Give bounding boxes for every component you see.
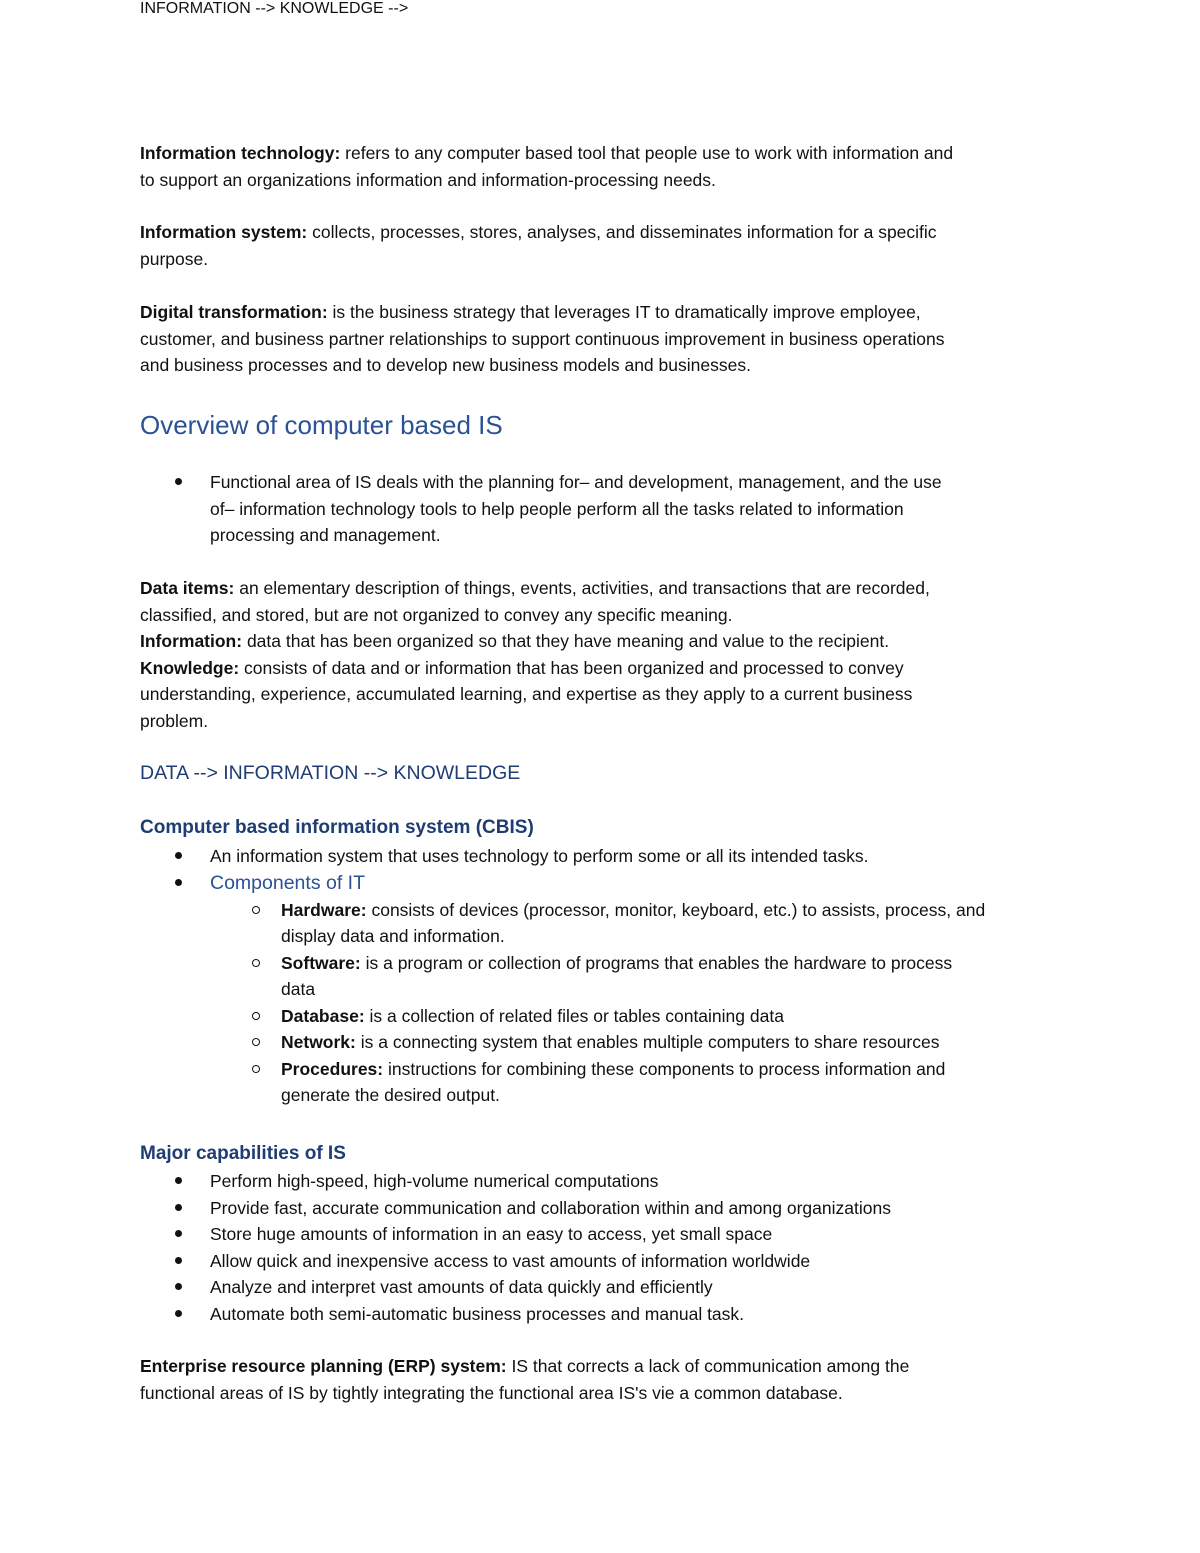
list-item: An information system that uses technology to perform some or all its intended tasks. xyxy=(140,843,1070,870)
capabilities-list xyxy=(140,1168,1070,1327)
cbis-list xyxy=(140,843,1070,1109)
list-item: Analyze and interpret vast amounts of data quickly and efficiently xyxy=(140,1274,1070,1301)
circle-bullet-icon xyxy=(252,906,260,914)
dik-definitions: Data items: an elementary description of things, events, activities, and transactions that are recorded, classified, and stored, but are not organized to convey any specific meaning. Information: data that has been organized so that they have meaning and value to the recipient. Knowledge: consists of data and or information that has been organized and processed to convey understanding, experience, accumulated learning, and expertise as they apply to a current business problem. xyxy=(140,578,930,731)
term: Information technology: xyxy=(140,143,341,163)
list-item: Store huge amounts of information in an easy to access, yet small space xyxy=(140,1221,1070,1248)
definition-information-technology: Information technology: refers to any computer based tool that people use to work with information and to support an organizations information and information-processing needs. xyxy=(140,143,954,190)
bullet-icon xyxy=(175,1204,182,1211)
circle-bullet-icon xyxy=(252,1065,260,1073)
definition-digital-transformation: Digital transformation: is the business strategy that leverages IT to dramatically improve employee, customer, and business partner relationships to support continuous improvement in business operations and business processes and to develop new business models and businesses. xyxy=(140,302,945,375)
term: Data items: xyxy=(140,578,235,598)
list-item: Allow quick and inexpensive access to vast amounts of information worldwide xyxy=(140,1248,1070,1275)
bullet-icon xyxy=(175,478,182,485)
list-item: Perform high-speed, high-volume numerical computations xyxy=(140,1168,1070,1195)
circle-bullet-icon xyxy=(252,1012,260,1020)
bullet-icon xyxy=(175,1257,182,1264)
bullet-icon xyxy=(175,1310,182,1317)
circle-bullet-icon xyxy=(252,1038,260,1046)
list-item: Functional area of IS deals with the planning for– and development, management, and the use of– information technology tools to help people perform all the tasks related to information processing and management. xyxy=(140,469,1070,549)
term: Knowledge: xyxy=(140,657,240,678)
circle-bullet-icon xyxy=(252,959,260,967)
list-item: Automate both semi-automatic business processes and manual task. xyxy=(140,1301,1070,1328)
component-software: Software: is a program or collection of programs that enables the hardware to process data xyxy=(140,950,1070,1003)
definition-information-system: Information system: collects, processes, stores, analyses, and disseminates information for a specific purpose. xyxy=(140,222,937,269)
component-database: Database: is a collection of related files or tables containing data xyxy=(140,1003,1070,1030)
components-label: Components of IT xyxy=(210,871,365,894)
flow-heading: DATA --> INFORMATION --> KNOWLEDGE xyxy=(140,762,521,784)
list-item-components xyxy=(140,870,1070,897)
term: Digital transformation: xyxy=(140,302,328,322)
overview-bullet-list xyxy=(140,469,1070,549)
bullet-icon xyxy=(175,1177,182,1184)
document-page: Information technology: refers to any computer based tool that people use to work with information and to support an organizations information and information-processing needs. Information system: collects, processes, stores, analyses, and disseminates information for a specific purpose. Digital transformation: is the business strategy that leverages IT to dramatically improve employee, customer, and business partner relationships to support continuous improvement in business operations and business processes and to develop new business models and businesses. Overview of computer based IS Functional area of IS deals with the planning for– and development, management, and the use of– information technology tools to help people perform all the tasks related to information processing and management. Data items: an elementary description of things, events, activities, and transactions that are recorded, classified, and stored, but are not organized to convey any specific meaning. Information: data that has been organized so that they have meaning and value to the recipient. Knowledge: consists of data and or information that has been organized and processed to convey understanding, experience, accumulated learning, and expertise as they apply to a current business problem. INFORMATION --> KNOWLEDGE --> DATA --> INFORMATION --> KNOWLEDGE Computer based information system (CBIS) An information system that uses technology to perform some or all its intended tasks. Components of IT Hardware: consists of devices (processor, monitor, keyboard, etc.) to assists, process, and display data and information. Software: is a program or collection of programs that enables the hardware to process data Database: is a collection of related files or tables containing data Network: is a connecting system that enables multiple computers to share resources Procedures: instructions for combining these components to process information and generate the desired output. Major capabilities of IS Perform high-speed, high-volume numerical computations Provide fast, accurate communication and collaboration within and among organizations Store huge amounts of information in an easy to access, yet small space Allow quick and inexpensive access to vast amounts of information worldwide Analyze and interpret vast amounts of data quickly and efficiently Automate both semi-automatic business processes and manual task. Enterprise resource planning (ERP) system: IS that corrects a lack of communication among the functional areas of IS by tightly integrating the functional area IS's vie a common database. xyxy=(140,0,1070,18)
list-item: Provide fast, accurate communication and collaboration within and among organizations xyxy=(140,1195,1070,1222)
section-heading-cbis: Computer based information system (CBIS) xyxy=(140,817,534,838)
term: Information: xyxy=(140,631,243,651)
component-hardware: Hardware: consists of devices (processor, monitor, keyboard, etc.) to assists, process, and display data and information. xyxy=(140,897,1070,950)
term: Enterprise resource planning (ERP) system: xyxy=(140,1356,507,1376)
bullet-icon xyxy=(175,1230,182,1237)
bullet-icon xyxy=(175,852,182,859)
section-heading-overview: Overview of computer based IS xyxy=(140,410,503,440)
term: Information system: xyxy=(140,222,308,242)
bullet-icon xyxy=(175,1283,182,1290)
section-heading-capabilities: Major capabilities of IS xyxy=(140,1143,346,1164)
definition-erp: Enterprise resource planning (ERP) system: IS that corrects a lack of communication among the functional areas of IS by tightly integrating the functional area IS's vie a common database. xyxy=(140,1356,910,1403)
component-procedures: Procedures: instructions for combining these components to process information and generate the desired output. xyxy=(140,1056,1070,1109)
bullet-icon xyxy=(175,879,182,886)
component-network: Network: is a connecting system that enables multiple computers to share resources xyxy=(140,1029,1070,1056)
